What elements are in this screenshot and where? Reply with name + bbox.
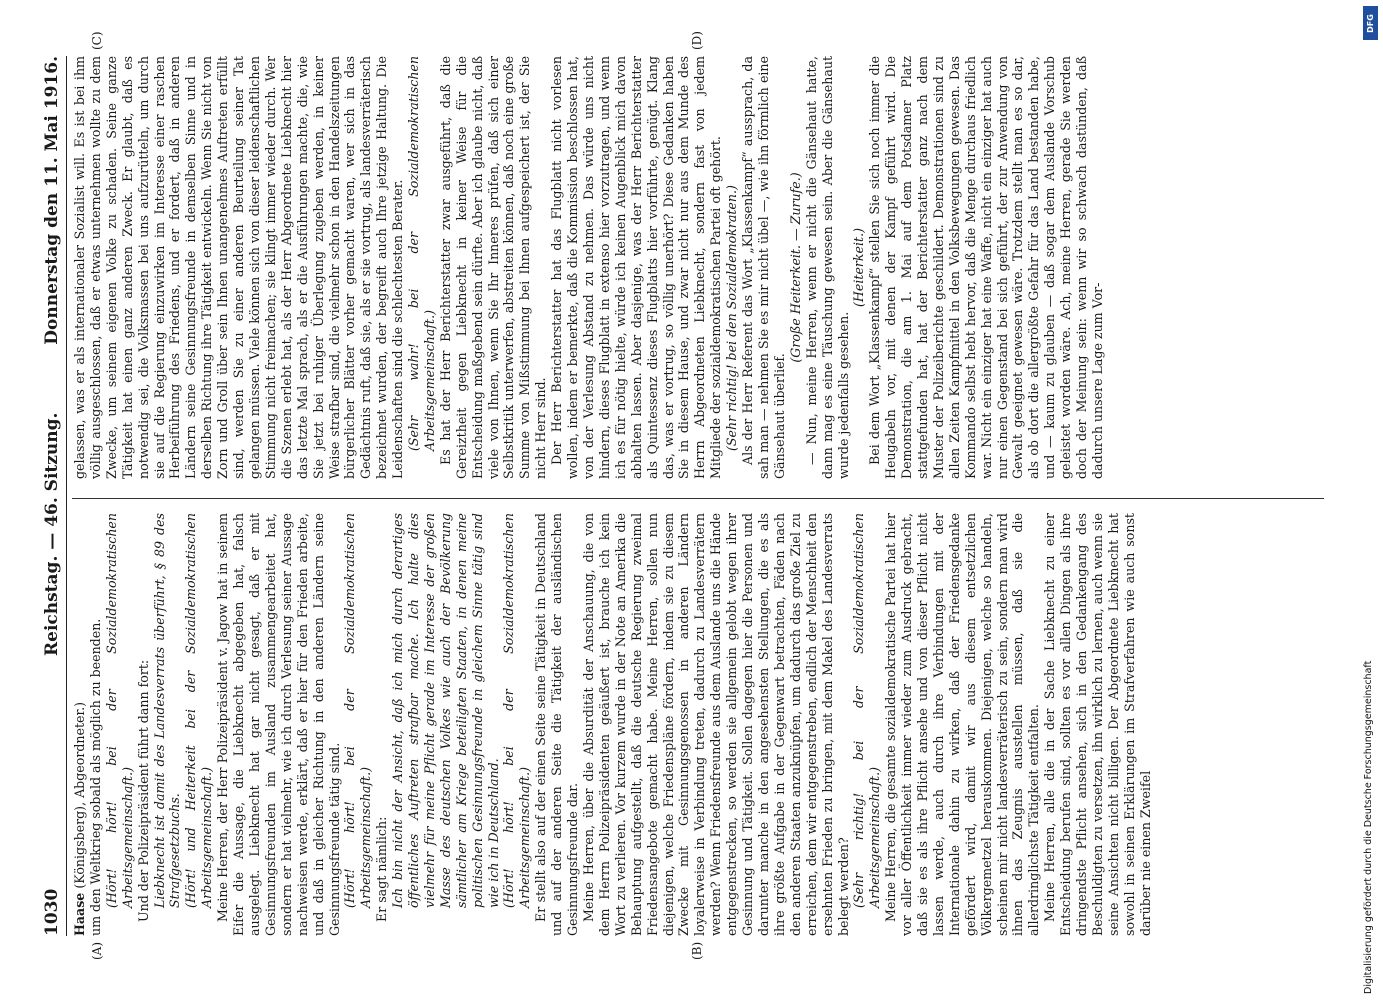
margin-mark-d: (D) — [690, 31, 704, 50]
column-divider — [72, 498, 1324, 499]
paragraph: — Nun, meine Herren, wenn er nicht die Gänsehaut hatte, dann mag es eine Täuschung gewesen sein. Aber die Gänsehaut wurde jedenfalls gesehen. — [803, 56, 851, 479]
text-column-left — [72, 513, 1324, 936]
paragraph: Meine Herren, die gesamte sozialdemokratische Partei hat hier vor aller Öffentlichkeit immer wieder zum Ausdruck gebracht, daß sie es als ihre Pflicht ansehe und von dieser Pflicht nicht lassen werde, auch durch ihre Verbindungen mit der Internationale dahin zu wirken, daß der Friedensgedanke gefördert wird, damit wir aus diesem entsetzlichen Völkergemetzel herauskommen. Diejenigen, welche so handeln, scheinen mir nicht landesverräterisch zu sein, sondern man wird ihnen das Zeugnis ausstellen müssen, daß sie die allerdringlichste Tätigkeit entfalten. — [883, 513, 1042, 936]
speaker-name: Haase — [72, 892, 87, 936]
speaker-line — [72, 513, 88, 936]
paragraph: Der Herr Berichterstatter hat das Flugblatt nicht vorlesen wollen, indem er bemerkte, daß die Kommission beschlossen hat, von der Verlesung Abstand zu nehmen. Das würde uns nicht hindern, dieses Flugblatt in extenso hier vorzutragen, und wenn ich es für nötig hielte, würde ich keinen Augenblick mich davon abhalten lassen. Aber dasjenige, was der Herr Berichterstatter als Quintessenz dieses Flugblatts hier vorführte, genügt. Klang das, was er vortrug, so völlig unerhört? Diese Gedanken haben Sie in diesem Hause, und zwar nicht nur aus dem Munde des Herrn Abgeordneten Liebknecht, sondern fast von jedem Mitgliede der sozialdemokratischen Partei oft gehört. — [549, 56, 724, 479]
paragraph: Meine Herren, alle die in der Sache Liebknecht zu einer Entscheidung berufen sind, sollten es vor allen Dingen als ihre dringendste Pflicht ansehen, sich in den Gedankengang des Beschuldigten zu versetzen, ihn wirklich zu lernen, auch wenn sie seine Ansichten nicht billigen. Der Abgeordnete Liebknecht hat sowohl in seinen Erklärungen im Strafverfahren wie auch sonst darüber nie einen Zweifel — [1042, 513, 1153, 936]
digitization-credit: Digitalisierung gefördert durch die Deutsche Forschungsgemeinschaft — [1363, 660, 1374, 994]
margin-mark-b: (B) — [690, 941, 704, 960]
paragraph: Es hat der Herr Berichterstatter zwar ausgeführt, daß die Gereiztheit gegen Liebknecht in keiner Weise für die Entscheidung maßgebend sein dürfte. Aber ich glaube nicht, daß viele von Ihnen, wenn Sie Ihr Inneres prüfen, daß sich einer Selbstkritik unterwerfen, abstreiten können, daß noch eine große Summe von Mißstimmung bei Ihnen aufgespeichert ist, der Sie nicht Herr sind. — [437, 56, 549, 479]
paragraph: gelassen, was er als internationaler Sozialist will. Es ist bei ihm völlig ausgeschlossen, daß er etwas unternehmen wollte zu dem Zwecke, um seinem eigenen Volke zu schaden. Seine ganze Tätigkeit hat einen ganz anderen Zweck. Er glaubt, daß es notwendig sei, die Volksmassen bei uns aufzurütteln, um durch sie auf die Regierung einzuwirken im Interesse einer raschen Herbeiführung des Friedens, und er fordert, daß in anderen Ländern seine Gesinnungsfreunde in demselben Sinne und in derselben Richtung ihre Tätigkeit entwickeln. Wenn Sie nicht von Zorn und Groll über sein Ihnen unangenehmes Auftreten erfüllt sind, werden Sie zu einer anderen Beurteilung seiner Tat gelangen müssen. Viele können sich von dieser leidenschaftlichen Stimmung nicht freimachen; sie klingt immer wieder durch. Wer die Szenen erlebt hat, als der Herr Abgeordnete Liebknecht hier das letzte Mal sprach, als er die Ausführungen machte, die, wie Sie jetzt bei ruhiger Überlegung zugeben werden, in keiner Weise strafbar sind, die vielmehr schon in den Handelszeitungen bürgerlicher Blätter vorher gemacht waren, wer sich in das Gedächtnis ruft, daß sie, als er sie vortrug, als landesverräterisch bezeichnet wurden, der begreift auch Ihre jetzige Haltung. Die Leidenschaften sind die schlechtesten Berater. — [72, 56, 406, 479]
speaker-note: (Königsberg), Abgeordneter.) — [72, 701, 87, 889]
credit-strip — [1360, 8, 1378, 994]
interjection: (Hört! und Heiterkeit bei der Sozialdemokratischen Arbeitsgemeinschaft.) — [183, 513, 215, 908]
interjection: (Sehr richtig! bei der Sozialdemokratischen Arbeitsgemeinschaft.) — [851, 513, 883, 908]
header-rule — [66, 56, 67, 936]
page-header — [40, 56, 66, 936]
text-column-right — [72, 56, 1324, 479]
quotation: Ich bin nicht der Ansicht, daß ich mich durch derartiges öffentliches Auftreten strafbar mache. Ich halte dies vielmehr für meine Pflicht gerade im Interesse der großen Masse des deutschen Volkes wie auch der Bevölkerung sämtlicher am Kriege beteiligten Staaten, in denen meine politischen Gesinnungsfreunde in gleichem Sinne tätig sind wie ich in Deutschland. — [390, 513, 501, 908]
quotation: Liebknecht ist damit des Landesverrats überführt, § 89 des Strafgesetzbuchs. — [151, 513, 183, 908]
page-number: 1030 — [42, 888, 62, 936]
margin-mark-a: (A) — [90, 941, 104, 960]
interjection: (Hört! hört! bei der Sozialdemokratischen Arbeitsgemeinschaft.) — [501, 513, 533, 908]
margin-mark-c: (C) — [90, 31, 104, 50]
interjection: (Heiterkeit.) — [851, 228, 867, 307]
interjection: (Sehr richtig! bei den Sozialdemokraten.) — [724, 185, 740, 451]
interjection: (Große Heiterkeit. — Zurufe.) — [787, 172, 803, 363]
paragraph: Als der Herr Referent das Wort „Klassenkampf“ aussprach, da sah man — nehmen Sie es mir nicht übel —, wie ihn förmlich eine Gänsehaut überlief. — [740, 56, 787, 479]
dfg-logo: DFG — [1363, 6, 1378, 40]
session-date: Donnerstag den 11. Mai 1916. — [42, 56, 62, 345]
interjection: (Hört! hört! bei der Sozialdemokratischen Arbeitsgemeinschaft.) — [342, 513, 374, 908]
paragraph: Er sagt nämlich: — [374, 816, 390, 922]
session-title: Reichstag. — 46. Sitzung. — [42, 412, 62, 656]
interjection: (Hört! hört! bei der Sozialdemokratischen Arbeitsgemeinschaft.) — [103, 513, 135, 908]
paragraph: Er stellt also auf der einen Seite seine Tätigkeit in Deutschland und auf der anderen Seite die Tätigkeit der ausländischen Gesinnungsfreunde dar. — [533, 513, 581, 936]
paragraph: Meine Herren, über die Absurdität der Anschauung, die von dem Herrn Polizeipräsidenten geäußert ist, brauche ich kein Wort zu verlieren. Vor kurzem wurde in der Note an Amerika die Behauptung aufgestellt, daß die deutsche Regierung zweimal Friedensangebote gemacht habe. Meine Herren, sollen nun diejenigen, welche Friedenspläne fördern, indem sie zu diesem Zwecke mit Gesinnungsgenossen in anderen Ländern loyalerweise in Verbindung treten, dadurch zu Landesverrätern werden? Wenn Friedensfreunde aus dem Auslande uns die Hände entgegenstrecken, so werden sie allgemein gelobt wegen ihrer Gesinnung und Tätigkeit. Sollen dagegen hier die Personen und darunter manche in den angesehensten Stellungen, die es als ihre größte Aufgabe in der Gegenwart betrachten, Fäden nach den anderen Staaten anzuknüpfen, um dadurch das große Ziel zu erreichen, dem wir entgegenstreben, endlich der Menschheit den ersehnten Frieden zu bringen, mit dem Makel des Landesverrats belegt werden? — [581, 513, 851, 936]
paragraph: Meine Herren, der Herr Polizeipräsident v. Jagow hat in seinem Eifer die Aussage, die Liebknecht abgegeben hat, falsch ausgelegt. Liebknecht hat gar nicht gesagt, daß er mit Gesinnungsfreunden im Ausland zusammengearbeitet hat, sondern er hat vielmehr, wie ich durch Verlesung seiner Aussage nachweisen werde, erklärt, daß er hier für den Frieden arbeite, und daß in gleicher Richtung in den anderen Ländern seine Gesinnungsfreunde tätig sind. — [215, 513, 342, 936]
interjection: (Sehr wahr! bei der Sozialdemokratischen Arbeitsgemeinschaft.) — [406, 56, 437, 451]
paragraph: Und der Polizeipräsident führt dann fort: — [135, 659, 151, 922]
paragraph: Bei dem Wort „Klassenkampf“ stellen Sie sich noch immer die Heugabeln vor, mit denen der Kampf geführt wird. Die Demonstration, die am 1. Mai auf dem Potsdamer Platz stattgefunden hat, hat der Berichterstatter ganz nach dem Muster der Polizeiberichte geschildert. Demonstrationen sind zu allen Zeiten Kampfmittel in den Volksbewegungen gewesen. Das Kommando selbst hebt hervor, daß die Menge durchaus friedlich war. Nicht ein einziger hat eine Waffe, nicht ein einziger hat auch nur einen Gegenstand bei sich geführt, der zur Anwendung von Gewalt geeignet gewesen wäre. Trotzdem stellt man es so dar, als ob dort die allergrößte Gefahr für das Land bestanden habe, und — kaum zu glauben — daß sogar dem Auslande Vorschub geleistet worden wäre. Ach, meine Herren, gerade Sie werden doch der Meinung sein: wenn wir so schwach dastünden, daß dadurch unsere Lage zum Vor- — [867, 56, 1105, 479]
paragraph: um den Weltkrieg sobald als möglich zu beenden. — [87, 618, 103, 936]
